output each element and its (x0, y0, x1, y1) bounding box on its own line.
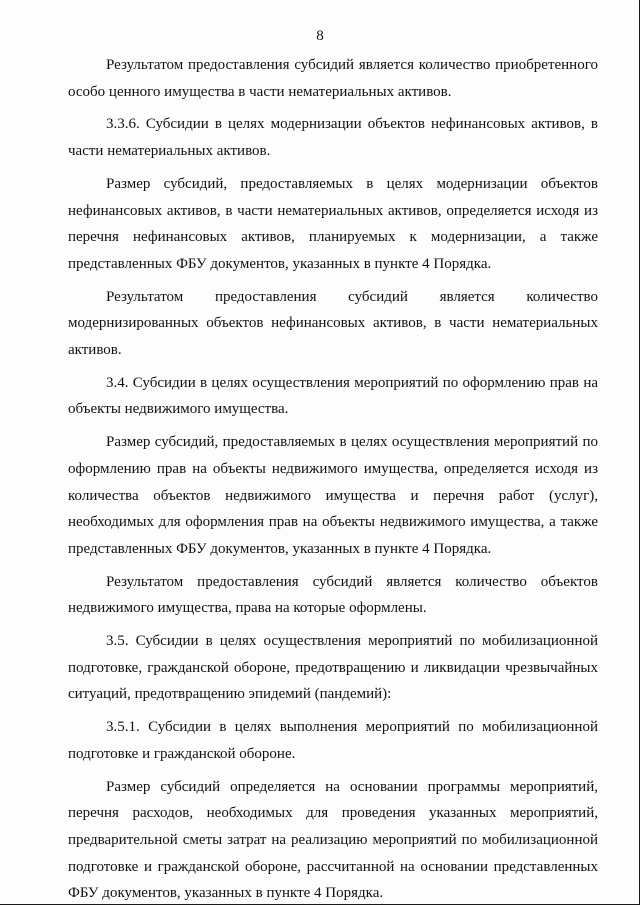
paragraph-civil-defense-amount: Размер субсидий определяется на основании программы мероприятий, перечня расходов, необходимых для проведения указанных мероприятий, предварительной сметы затрат на реализацию мероприятий по мобилизационной подготовке и гражданской обороне, рассчитанной на основании представленных ФБУ документов, указанных в пункте 4 Порядка. (68, 778, 598, 902)
paragraph-3-4-heading: 3.4. Субсидии в целях осуществления мероприятий по оформлению прав на объекты недвижимого имущества. (68, 374, 598, 418)
paragraph-property-rights-amount: Размер субсидий, предоставляемых в целях осуществления мероприятий по оформлению прав на объекты недвижимого имущества, определяется исходя из количества объектов недвижимого имущества и перечня работ (услуг), необходимых для оформления прав на объекты недвижимого имущества, а также представленных ФБУ документов, указанных в пункте 4 Порядка. (68, 434, 598, 557)
paragraph-3-3-6-heading: 3.3.6. Субсидии в целях модернизации объектов нефинансовых активов, в части нематериальных активов. (68, 116, 598, 160)
paragraph-3-5-heading: 3.5. Субсидии в целях осуществления мероприятий по мобилизационной подготовке, гражданской обороне, предотвращению и ликвидации чрезвычайных ситуаций, предотвращению эпидемий (пандемий): (68, 633, 598, 703)
document-body (68, 52, 598, 907)
page-number: 8 (316, 28, 324, 44)
paragraph-result-modernized-objects: Результатом предоставления субсидий является количество модернизированных объектов нефинансовых активов, в части нематериальных активов. (68, 288, 598, 359)
paragraph-result-intangible-assets: Результатом предоставления субсидий является количество приобретенного особо ценного имущества в части нематериальных активов. (68, 57, 598, 100)
paragraph-modernization-amount: Размер субсидий, предоставляемых в целях модернизации объектов нефинансовых активов, в части нематериальных активов, определяется исходя из перечня нефинансовых активов, планируемых к модернизации, а также представленных ФБУ документов, указанных в пункте 4 Порядка. (68, 175, 598, 272)
paragraph-result-property-objects: Результатом предоставления субсидий является количество объектов недвижимого имущества, права на которые оформлены. (68, 573, 598, 617)
paragraph-3-5-1-heading: 3.5.1. Субсидии в целях выполнения мероприятий по мобилизационной подготовке и гражданской обороне. (68, 719, 598, 762)
